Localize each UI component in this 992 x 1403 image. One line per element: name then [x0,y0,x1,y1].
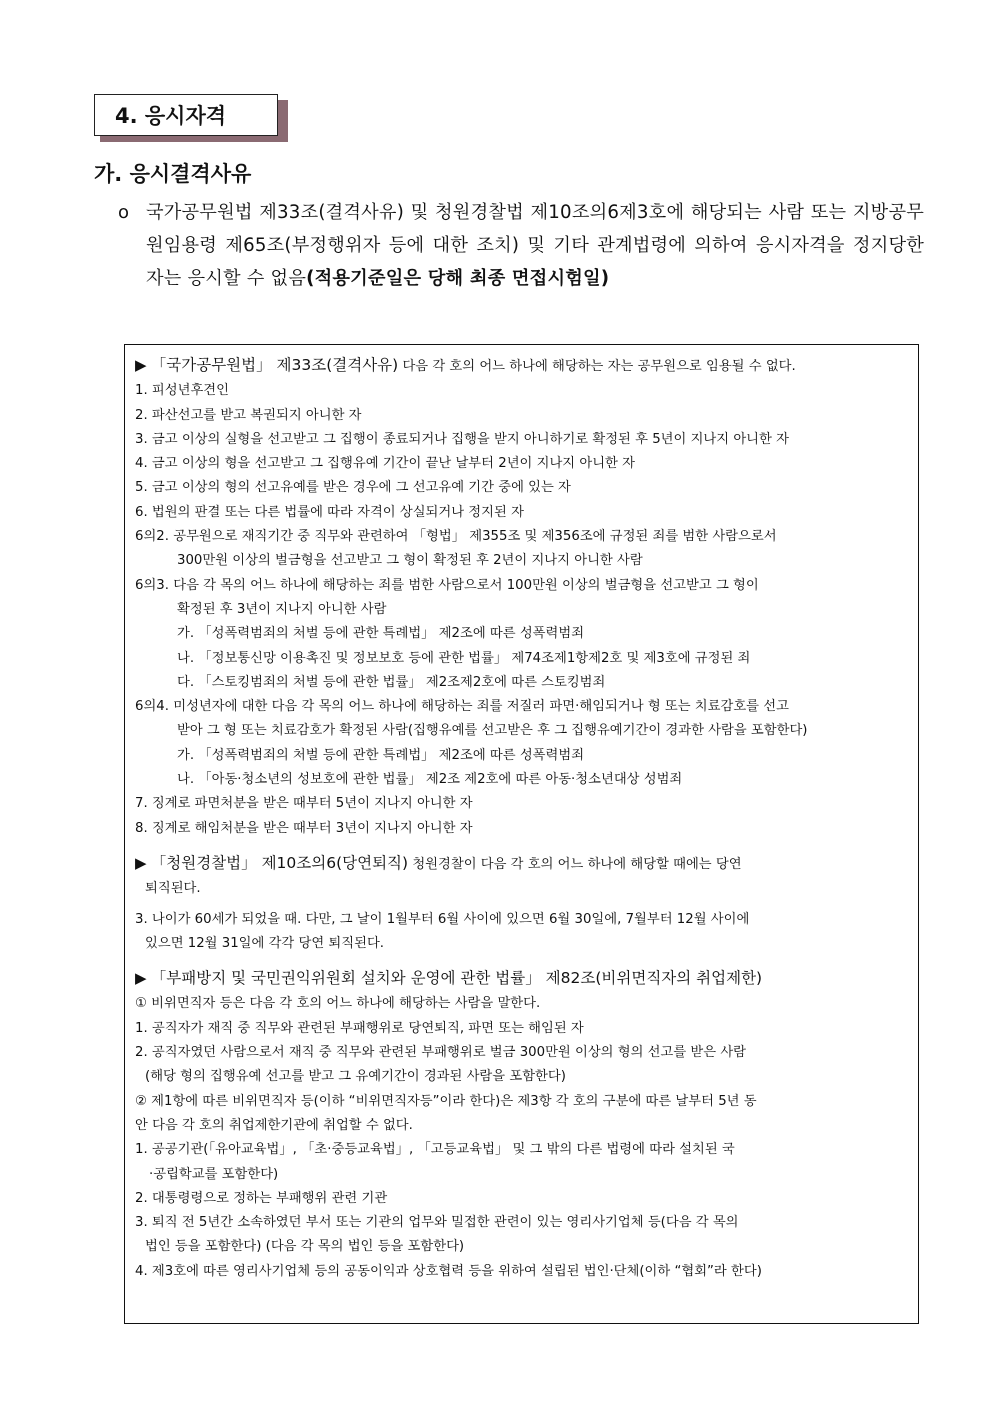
list-item: 4. 금고 이상의 형을 선고받고 그 집행유예 기간이 끝난 날부터 2년이 지나지 아니한 자 [135,456,635,472]
list-item-continuation: 있으면 12월 31일에 각각 당연 퇴직된다. [145,935,385,951]
sec1-law-title: 「국가공무원법」 제33조(결격사유) [150,356,399,374]
list-subitem: 가. 「성폭력범죄의 처벌 등에 관한 특례법」 제2조에 따른 성폭력범죄 [177,626,585,642]
list-item: 2. 공직자였던 사람으로서 재직 중 직무와 관련된 부패행위로 벌금 300만원 이상의 형의 선고를 받은 사람 [135,1045,747,1061]
list-item: 3. 금고 이상의 실형을 선고받고 그 집행이 종료되거나 집행을 받지 아니하기로 확정된 후 5년이 지나지 아니한 자 [135,431,789,447]
list-subitem: 나. 「정보통신망 이용촉진 및 정보보호 등에 관한 법률」 제74조제1항제2호 및 제3호에 규정된 죄 [177,650,751,666]
list-item: 4. 제3호에 따른 영리사기업체 등의 공동이익과 상호협력 등을 위하여 설립된 법인·단체(이하 “협회”라 한다) [135,1263,762,1279]
intro-paragraph [118,196,924,295]
list-subitem: 나. 「아동·청소년의 성보호에 관한 법률」 제2조 제2호에 따른 아동·청소년대상 성범죄 [177,772,683,788]
spacer [135,956,908,966]
sec2-description-cont: 퇴직된다. [145,881,201,897]
list-item: 8. 징계로 해임처분을 받은 때부터 3년이 지나지 아니한 자 [135,820,473,836]
sec2-heading [135,851,908,877]
list-item: 7. 징계로 파면처분을 받은 때부터 5년이 지나지 아니한 자 [135,796,473,812]
sec3-heading [135,966,908,992]
intro-text-bold: (적용기준일은 당해 최종 면접시험일) [306,268,610,289]
list-item: 1. 공직자가 재직 중 직무와 관련된 부패행위로 당연퇴직, 파면 또는 해임된 자 [135,1020,584,1036]
list-item-continuation: 법인 등을 포함한다) (다음 각 목의 법인 등을 포함한다) [145,1239,465,1255]
intro-text-main: 국가공무원법 제33조(결격사유) 및 청원경찰법 제10조의6제3호에 해당되는 사람 또는 지방공무원임용령 제65조(부정행위자 등에 대한 조치) 및 기타 관계법령에 의하여 응시자격을 정지당한 자는 응시할 수 없음 [146,202,924,289]
sec2-law-title: 「청원경찰법」 제10조의6(당연퇴직) [150,853,409,872]
list-item-continuation: 받아 그 형 또는 치료감호가 확정된 사람(집행유예를 선고받은 후 그 집행유예기간이 경과한 사람을 포함한다) [177,723,808,739]
list-item: 1. 피성년후견인 [135,383,229,399]
list-item: ② 제1항에 따른 비위면직자 등(이하 “비위면직자등”이라 한다)은 제3항 각 호의 구분에 따른 날부터 5년 동 [135,1093,757,1109]
sec1-description: 다음 각 호의 어느 하나에 해당하는 자는 공무원으로 임용될 수 없다. [402,359,796,374]
sec2-description: 청원경찰이 다음 각 호의 어느 하나에 해당할 때에는 당연 [412,856,742,872]
arrow-icon: ▶ [135,356,147,374]
arrow-icon: ▶ [135,853,147,872]
bullet-icon: o [118,202,130,223]
list-item: 2. 파산선고를 받고 복권되지 아니한 자 [135,407,362,423]
list-item: 6. 법원의 판결 또는 다른 법률에 따라 자격이 상실되거나 정지된 자 [135,504,524,520]
list-item-continuation: 안 다음 각 호의 취업제한기관에 취업할 수 없다. [135,1117,413,1133]
section-title [94,94,278,136]
list-item: ① 비위면직자 등은 다음 각 호의 어느 하나에 해당하는 사람을 말한다. [135,996,541,1012]
sec1-heading [135,353,908,379]
list-item-continuation: ·공립학교를 포함한다) [149,1166,279,1182]
list-item-continuation: 확정된 후 3년이 지나지 아니한 사람 [177,601,387,617]
list-subitem: 다. 「스토킹범죄의 처벌 등에 관한 법률」 제2조제2호에 따른 스토킹범죄 [177,674,606,690]
list-item: 1. 공공기관(「유아교육법」, 「초·중등교육법」, 「고등교육법」 및 그 밖의 다른 법령에 따라 설치된 국 [135,1142,735,1158]
legal-reference-box [124,344,919,1324]
list-item: 3. 퇴직 전 5년간 소속하였던 부서 또는 기관의 업무와 밀접한 관련이 있는 영리사기업체 등(다음 각 목의 [135,1215,739,1231]
list-item: 6의2. 공무원으로 재직기간 중 직무와 관련하여 「형법」 제355조 및 제356조에 규정된 죄를 범한 사람으로서 [135,529,777,545]
list-subitem: 가. 「성폭력범죄의 처벌 등에 관한 특례법」 제2조에 따른 성폭력범죄 [177,747,585,763]
intro-text [146,196,924,295]
list-item: 3. 나이가 60세가 되었을 때. 다만, 그 날이 1월부터 6월 사이에 있으면 6월 30일에, 7월부터 12월 사이에 [135,911,750,927]
list-item: 2. 대통령령으로 정하는 부패행위 관련 기관 [135,1190,388,1206]
subsection-title: 가. 응시결격사유 [94,162,252,186]
list-item: 5. 금고 이상의 형의 선고유예를 받은 경우에 그 선고유예 기간 중에 있는 자 [135,480,571,496]
spacer [135,841,908,851]
list-item-continuation: 300만원 이상의 벌금형을 선고받고 그 형이 확정된 후 2년이 지나지 아니한 사람 [177,553,643,569]
section-title-text: 4. 응시자격 [115,104,227,128]
arrow-icon: ▶ [135,969,147,988]
sec3-law-title: 「부패방지 및 국민권익위원회 설치와 운영에 관한 법률」 제82조(비위면직자의 취업제한) [150,969,763,988]
list-item: 6의3. 다음 각 목의 어느 하나에 해당하는 죄를 범한 사람으로서 100만원 이상의 벌금형을 선고받고 그 형이 [135,577,759,593]
list-item-continuation: (해당 형의 집행유예 선고를 받고 그 유예기간이 경과된 사람을 포함한다) [145,1069,566,1085]
list-item: 6의4. 미성년자에 대한 다음 각 목의 어느 하나에 해당하는 죄를 저질러 파면·해임되거나 형 또는 치료감호를 선고 [135,699,789,715]
